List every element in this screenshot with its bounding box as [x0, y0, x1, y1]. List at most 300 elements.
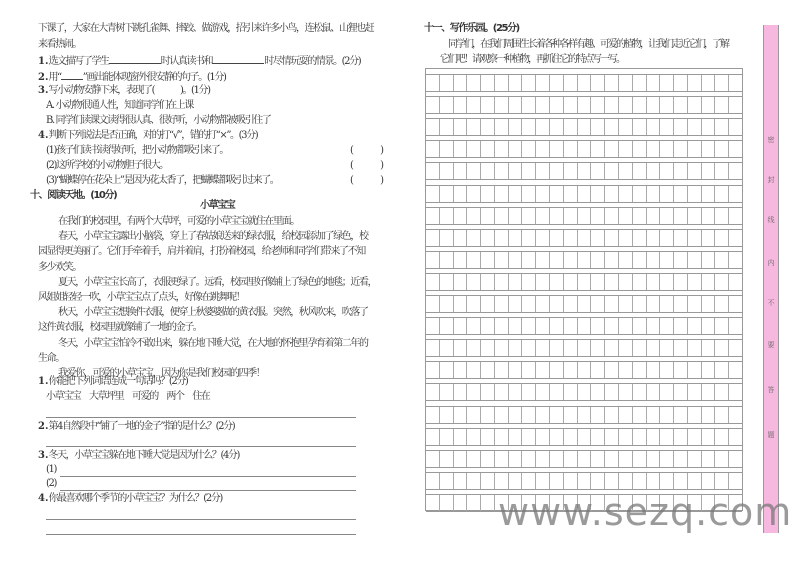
- grid-cell[interactable]: [522, 429, 536, 445]
- grid-cell[interactable]: [481, 230, 495, 246]
- grid-cell[interactable]: [495, 97, 509, 113]
- grid-cell[interactable]: [660, 252, 674, 268]
- grid-cell[interactable]: [702, 318, 716, 334]
- grid-cell[interactable]: [509, 252, 523, 268]
- grid-cell[interactable]: [591, 75, 605, 91]
- grid-cell[interactable]: [495, 186, 509, 202]
- answer-line[interactable]: [46, 417, 356, 418]
- grid-cell[interactable]: [454, 230, 468, 246]
- grid-cell[interactable]: [481, 141, 495, 157]
- grid-cell[interactable]: [440, 429, 454, 445]
- grid-cell[interactable]: [454, 384, 468, 400]
- grid-cell[interactable]: [619, 451, 633, 467]
- grid-cell[interactable]: [536, 274, 550, 290]
- grid-cell[interactable]: [509, 141, 523, 157]
- grid-cell[interactable]: [481, 252, 495, 268]
- grid-cell[interactable]: [605, 252, 619, 268]
- grid-cell[interactable]: [729, 473, 742, 489]
- grid-cell[interactable]: [578, 163, 592, 179]
- grid-cell[interactable]: [454, 296, 468, 312]
- grid-cell[interactable]: [633, 407, 647, 423]
- writing-grid[interactable]: [425, 68, 743, 511]
- grid-cell[interactable]: [495, 141, 509, 157]
- grid-cell[interactable]: [578, 296, 592, 312]
- grid-cell[interactable]: [591, 407, 605, 423]
- grid-cell[interactable]: [454, 119, 468, 135]
- grid-cell[interactable]: [467, 362, 481, 378]
- grid-cell[interactable]: [633, 274, 647, 290]
- grid-cell[interactable]: [440, 384, 454, 400]
- grid-cell[interactable]: [495, 429, 509, 445]
- grid-cell[interactable]: [647, 296, 661, 312]
- grid-cell[interactable]: [688, 208, 702, 224]
- grid-cell[interactable]: [647, 473, 661, 489]
- grid-cell[interactable]: [550, 340, 564, 356]
- grid-cell[interactable]: [536, 318, 550, 334]
- grid-cell[interactable]: [564, 407, 578, 423]
- grid-cell[interactable]: [481, 163, 495, 179]
- grid-cell[interactable]: [426, 186, 440, 202]
- grid-cell[interactable]: [729, 384, 742, 400]
- grid-cell[interactable]: [440, 495, 454, 511]
- grid-cell[interactable]: [702, 208, 716, 224]
- grid-cell[interactable]: [509, 318, 523, 334]
- grid-cell[interactable]: [715, 318, 729, 334]
- grid-cell[interactable]: [536, 119, 550, 135]
- grid-cell[interactable]: [495, 340, 509, 356]
- grid-cell[interactable]: [440, 451, 454, 467]
- grid-cell[interactable]: [426, 473, 440, 489]
- grid-cell[interactable]: [454, 75, 468, 91]
- grid-cell[interactable]: [509, 186, 523, 202]
- grid-cell[interactable]: [467, 473, 481, 489]
- grid-cell[interactable]: [715, 451, 729, 467]
- grid-cell[interactable]: [715, 119, 729, 135]
- grid-cell[interactable]: [440, 473, 454, 489]
- grid-cell[interactable]: [729, 186, 742, 202]
- grid-cell[interactable]: [619, 75, 633, 91]
- grid-cell[interactable]: [564, 384, 578, 400]
- grid-cell[interactable]: [633, 141, 647, 157]
- grid-cell[interactable]: [591, 119, 605, 135]
- grid-cell[interactable]: [633, 252, 647, 268]
- grid-cell[interactable]: [495, 208, 509, 224]
- grid-cell[interactable]: [702, 296, 716, 312]
- grid-cell[interactable]: [495, 163, 509, 179]
- grid-cell[interactable]: [536, 186, 550, 202]
- grid-cell[interactable]: [426, 141, 440, 157]
- grid-cell[interactable]: [660, 407, 674, 423]
- grid-cell[interactable]: [660, 318, 674, 334]
- grid-cell[interactable]: [729, 141, 742, 157]
- grid-cell[interactable]: [702, 340, 716, 356]
- grid-cell[interactable]: [605, 451, 619, 467]
- grid-cell[interactable]: [467, 163, 481, 179]
- grid-cell[interactable]: [509, 230, 523, 246]
- grid-cell[interactable]: [591, 252, 605, 268]
- grid-cell[interactable]: [591, 274, 605, 290]
- grid-cell[interactable]: [647, 208, 661, 224]
- grid-cell[interactable]: [481, 97, 495, 113]
- grid-cell[interactable]: [522, 296, 536, 312]
- grid-cell[interactable]: [715, 384, 729, 400]
- grid-cell[interactable]: [619, 119, 633, 135]
- grid-cell[interactable]: [674, 119, 688, 135]
- grid-cell[interactable]: [605, 274, 619, 290]
- grid-cell[interactable]: [440, 274, 454, 290]
- grid-cell[interactable]: [702, 384, 716, 400]
- grid-cell[interactable]: [674, 274, 688, 290]
- grid-cell[interactable]: [564, 429, 578, 445]
- grid-cell[interactable]: [467, 252, 481, 268]
- grid-cell[interactable]: [454, 407, 468, 423]
- grid-cell[interactable]: [426, 296, 440, 312]
- grid-cell[interactable]: [522, 274, 536, 290]
- grid-cell[interactable]: [564, 340, 578, 356]
- grid-cell[interactable]: [481, 75, 495, 91]
- grid-cell[interactable]: [605, 384, 619, 400]
- grid-cell[interactable]: [633, 186, 647, 202]
- grid-cell[interactable]: [536, 163, 550, 179]
- grid-cell[interactable]: [509, 163, 523, 179]
- grid-cell[interactable]: [495, 362, 509, 378]
- grid-cell[interactable]: [688, 230, 702, 246]
- grid-cell[interactable]: [591, 384, 605, 400]
- answer-line[interactable]: [60, 476, 356, 477]
- grid-cell[interactable]: [619, 274, 633, 290]
- grid-cell[interactable]: [729, 362, 742, 378]
- fill-blank[interactable]: [109, 53, 161, 64]
- grid-cell[interactable]: [674, 451, 688, 467]
- grid-cell[interactable]: [467, 208, 481, 224]
- grid-cell[interactable]: [564, 75, 578, 91]
- grid-cell[interactable]: [619, 318, 633, 334]
- grid-cell[interactable]: [633, 429, 647, 445]
- grid-cell[interactable]: [495, 274, 509, 290]
- grid-cell[interactable]: [605, 208, 619, 224]
- grid-cell[interactable]: [688, 75, 702, 91]
- grid-cell[interactable]: [454, 141, 468, 157]
- grid-cell[interactable]: [633, 119, 647, 135]
- grid-cell[interactable]: [509, 451, 523, 467]
- grid-cell[interactable]: [467, 340, 481, 356]
- grid-cell[interactable]: [481, 362, 495, 378]
- grid-cell[interactable]: [536, 451, 550, 467]
- grid-cell[interactable]: [578, 362, 592, 378]
- grid-cell[interactable]: [426, 252, 440, 268]
- grid-cell[interactable]: [688, 274, 702, 290]
- grid-cell[interactable]: [481, 296, 495, 312]
- grid-cell[interactable]: [550, 407, 564, 423]
- grid-cell[interactable]: [688, 340, 702, 356]
- grid-cell[interactable]: [536, 97, 550, 113]
- grid-cell[interactable]: [495, 230, 509, 246]
- grid-cell[interactable]: [660, 451, 674, 467]
- grid-cell[interactable]: [467, 75, 481, 91]
- grid-cell[interactable]: [660, 384, 674, 400]
- grid-cell[interactable]: [619, 230, 633, 246]
- grid-cell[interactable]: [481, 119, 495, 135]
- grid-cell[interactable]: [522, 208, 536, 224]
- grid-cell[interactable]: [660, 340, 674, 356]
- grid-cell[interactable]: [715, 141, 729, 157]
- grid-cell[interactable]: [550, 230, 564, 246]
- grid-cell[interactable]: [647, 163, 661, 179]
- grid-cell[interactable]: [605, 186, 619, 202]
- grid-cell[interactable]: [715, 362, 729, 378]
- grid-cell[interactable]: [591, 451, 605, 467]
- grid-cell[interactable]: [550, 186, 564, 202]
- grid-cell[interactable]: [550, 384, 564, 400]
- grid-cell[interactable]: [688, 186, 702, 202]
- grid-cell[interactable]: [440, 75, 454, 91]
- grid-cell[interactable]: [536, 473, 550, 489]
- grid-cell[interactable]: [729, 97, 742, 113]
- grid-cell[interactable]: [454, 451, 468, 467]
- grid-cell[interactable]: [578, 318, 592, 334]
- grid-cell[interactable]: [688, 362, 702, 378]
- grid-cell[interactable]: [647, 318, 661, 334]
- grid-cell[interactable]: [605, 119, 619, 135]
- grid-cell[interactable]: [605, 141, 619, 157]
- grid-cell[interactable]: [660, 141, 674, 157]
- grid-cell[interactable]: [454, 362, 468, 378]
- grid-cell[interactable]: [509, 208, 523, 224]
- grid-cell[interactable]: [550, 97, 564, 113]
- grid-cell[interactable]: [522, 384, 536, 400]
- grid-cell[interactable]: [578, 451, 592, 467]
- grid-cell[interactable]: [578, 340, 592, 356]
- grid-cell[interactable]: [522, 230, 536, 246]
- grid-cell[interactable]: [715, 429, 729, 445]
- grid-cell[interactable]: [619, 473, 633, 489]
- grid-cell[interactable]: [467, 186, 481, 202]
- grid-cell[interactable]: [647, 274, 661, 290]
- grid-cell[interactable]: [578, 384, 592, 400]
- grid-cell[interactable]: [674, 318, 688, 334]
- grid-cell[interactable]: [729, 230, 742, 246]
- grid-cell[interactable]: [495, 119, 509, 135]
- grid-cell[interactable]: [605, 340, 619, 356]
- grid-cell[interactable]: [619, 340, 633, 356]
- grid-cell[interactable]: [536, 75, 550, 91]
- grid-cell[interactable]: [440, 296, 454, 312]
- grid-cell[interactable]: [619, 384, 633, 400]
- grid-cell[interactable]: [522, 473, 536, 489]
- grid-cell[interactable]: [467, 495, 481, 511]
- grid-cell[interactable]: [564, 119, 578, 135]
- grid-cell[interactable]: [509, 119, 523, 135]
- grid-cell[interactable]: [674, 362, 688, 378]
- grid-cell[interactable]: [564, 473, 578, 489]
- grid-cell[interactable]: [702, 186, 716, 202]
- grid-cell[interactable]: [564, 252, 578, 268]
- grid-cell[interactable]: [715, 296, 729, 312]
- grid-cell[interactable]: [495, 451, 509, 467]
- grid-cell[interactable]: [454, 97, 468, 113]
- grid-cell[interactable]: [454, 340, 468, 356]
- grid-cell[interactable]: [660, 119, 674, 135]
- grid-cell[interactable]: [550, 274, 564, 290]
- grid-cell[interactable]: [702, 274, 716, 290]
- grid-cell[interactable]: [522, 75, 536, 91]
- grid-cell[interactable]: [702, 141, 716, 157]
- grid-cell[interactable]: [440, 141, 454, 157]
- grid-cell[interactable]: [729, 296, 742, 312]
- grid-cell[interactable]: [454, 186, 468, 202]
- grid-cell[interactable]: [702, 473, 716, 489]
- grid-cell[interactable]: [440, 318, 454, 334]
- grid-cell[interactable]: [633, 230, 647, 246]
- grid-cell[interactable]: [633, 163, 647, 179]
- grid-cell[interactable]: [522, 141, 536, 157]
- grid-cell[interactable]: [578, 119, 592, 135]
- grid-cell[interactable]: [426, 208, 440, 224]
- grid-cell[interactable]: [633, 362, 647, 378]
- grid-cell[interactable]: [481, 407, 495, 423]
- grid-cell[interactable]: [715, 473, 729, 489]
- grid-cell[interactable]: [509, 407, 523, 423]
- grid-cell[interactable]: [591, 473, 605, 489]
- grid-cell[interactable]: [495, 296, 509, 312]
- grid-cell[interactable]: [647, 252, 661, 268]
- grid-cell[interactable]: [619, 97, 633, 113]
- grid-cell[interactable]: [522, 186, 536, 202]
- grid-cell[interactable]: [550, 362, 564, 378]
- judge-answer[interactable]: [350, 144, 384, 158]
- grid-cell[interactable]: [715, 97, 729, 113]
- grid-cell[interactable]: [550, 75, 564, 91]
- grid-cell[interactable]: [440, 97, 454, 113]
- grid-cell[interactable]: [454, 252, 468, 268]
- grid-cell[interactable]: [715, 274, 729, 290]
- grid-cell[interactable]: [674, 252, 688, 268]
- grid-cell[interactable]: [688, 429, 702, 445]
- grid-cell[interactable]: [688, 141, 702, 157]
- grid-cell[interactable]: [481, 384, 495, 400]
- grid-cell[interactable]: [426, 119, 440, 135]
- grid-cell[interactable]: [509, 429, 523, 445]
- grid-cell[interactable]: [522, 119, 536, 135]
- grid-cell[interactable]: [536, 340, 550, 356]
- grid-cell[interactable]: [591, 230, 605, 246]
- grid-cell[interactable]: [605, 318, 619, 334]
- grid-cell[interactable]: [619, 141, 633, 157]
- grid-cell[interactable]: [660, 163, 674, 179]
- grid-cell[interactable]: [522, 362, 536, 378]
- grid-cell[interactable]: [715, 186, 729, 202]
- grid-cell[interactable]: [522, 163, 536, 179]
- grid-cell[interactable]: [481, 274, 495, 290]
- grid-cell[interactable]: [660, 230, 674, 246]
- grid-cell[interactable]: [605, 230, 619, 246]
- grid-cell[interactable]: [564, 141, 578, 157]
- grid-cell[interactable]: [522, 340, 536, 356]
- grid-cell[interactable]: [509, 362, 523, 378]
- grid-cell[interactable]: [426, 384, 440, 400]
- grid-cell[interactable]: [688, 252, 702, 268]
- grid-cell[interactable]: [702, 75, 716, 91]
- grid-cell[interactable]: [522, 451, 536, 467]
- grid-cell[interactable]: [647, 340, 661, 356]
- grid-cell[interactable]: [467, 230, 481, 246]
- grid-cell[interactable]: [715, 407, 729, 423]
- answer-line[interactable]: [46, 519, 356, 520]
- grid-cell[interactable]: [715, 75, 729, 91]
- grid-cell[interactable]: [660, 208, 674, 224]
- grid-cell[interactable]: [564, 163, 578, 179]
- grid-cell[interactable]: [647, 141, 661, 157]
- grid-cell[interactable]: [660, 296, 674, 312]
- grid-cell[interactable]: [440, 230, 454, 246]
- grid-cell[interactable]: [591, 296, 605, 312]
- grid-cell[interactable]: [426, 429, 440, 445]
- grid-cell[interactable]: [715, 208, 729, 224]
- grid-cell[interactable]: [633, 97, 647, 113]
- grid-cell[interactable]: [495, 252, 509, 268]
- grid-cell[interactable]: [440, 186, 454, 202]
- grid-cell[interactable]: [702, 362, 716, 378]
- grid-cell[interactable]: [578, 97, 592, 113]
- grid-cell[interactable]: [688, 384, 702, 400]
- grid-cell[interactable]: [619, 163, 633, 179]
- grid-cell[interactable]: [633, 208, 647, 224]
- grid-cell[interactable]: [454, 163, 468, 179]
- grid-cell[interactable]: [467, 296, 481, 312]
- grid-cell[interactable]: [729, 340, 742, 356]
- judge-answer[interactable]: [350, 159, 384, 173]
- grid-cell[interactable]: [481, 429, 495, 445]
- grid-cell[interactable]: [564, 274, 578, 290]
- grid-cell[interactable]: [674, 75, 688, 91]
- grid-cell[interactable]: [605, 473, 619, 489]
- grid-cell[interactable]: [674, 340, 688, 356]
- grid-cell[interactable]: [647, 451, 661, 467]
- grid-cell[interactable]: [674, 208, 688, 224]
- grid-cell[interactable]: [440, 407, 454, 423]
- grid-cell[interactable]: [688, 318, 702, 334]
- grid-cell[interactable]: [605, 407, 619, 423]
- grid-cell[interactable]: [522, 407, 536, 423]
- grid-cell[interactable]: [550, 318, 564, 334]
- grid-cell[interactable]: [495, 75, 509, 91]
- grid-cell[interactable]: [591, 429, 605, 445]
- grid-cell[interactable]: [578, 429, 592, 445]
- grid-cell[interactable]: [495, 407, 509, 423]
- grid-cell[interactable]: [550, 296, 564, 312]
- grid-cell[interactable]: [467, 384, 481, 400]
- grid-cell[interactable]: [647, 119, 661, 135]
- grid-cell[interactable]: [660, 186, 674, 202]
- grid-cell[interactable]: [426, 451, 440, 467]
- grid-cell[interactable]: [633, 473, 647, 489]
- grid-cell[interactable]: [440, 163, 454, 179]
- grid-cell[interactable]: [729, 451, 742, 467]
- grid-cell[interactable]: [440, 340, 454, 356]
- grid-cell[interactable]: [509, 274, 523, 290]
- grid-cell[interactable]: [564, 208, 578, 224]
- grid-cell[interactable]: [647, 429, 661, 445]
- grid-cell[interactable]: [715, 252, 729, 268]
- grid-cell[interactable]: [536, 384, 550, 400]
- grid-cell[interactable]: [564, 186, 578, 202]
- judge-answer[interactable]: [350, 174, 384, 188]
- grid-cell[interactable]: [605, 75, 619, 91]
- grid-cell[interactable]: [702, 451, 716, 467]
- grid-cell[interactable]: [660, 429, 674, 445]
- grid-cell[interactable]: [426, 362, 440, 378]
- grid-cell[interactable]: [605, 97, 619, 113]
